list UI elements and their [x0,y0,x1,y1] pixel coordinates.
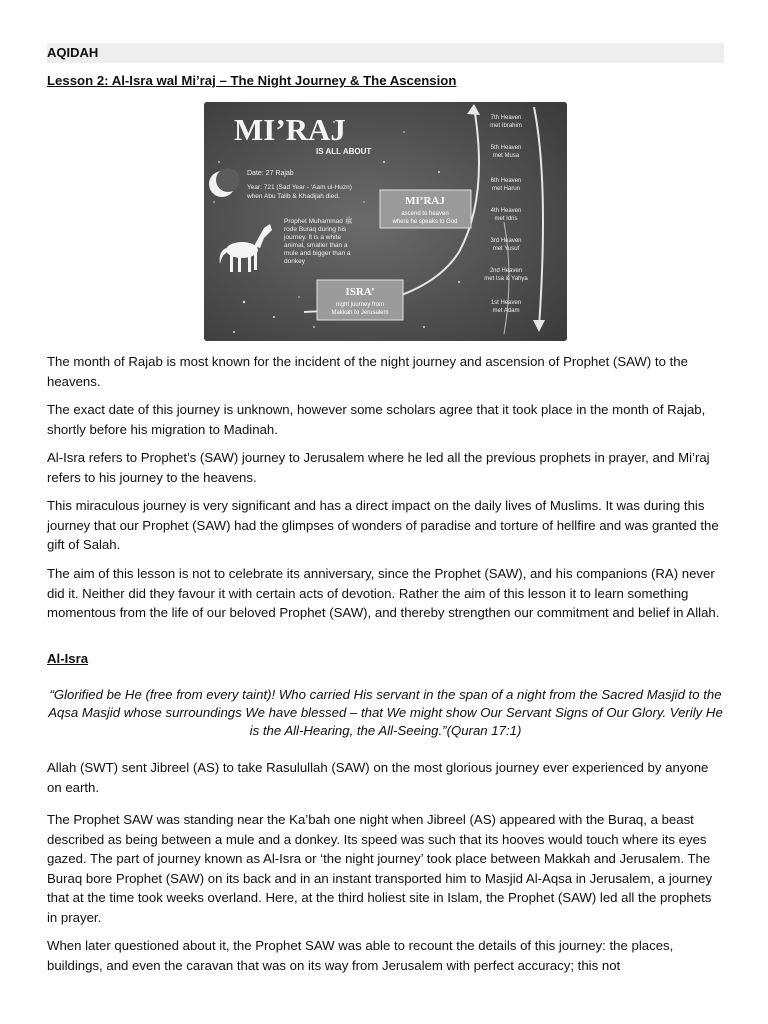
intro-paragraph: The month of Rajab is most known for the incident of the night journey and ascension of Prophet (SAW) to the heavens. [47,354,688,389]
heaven-name: 2nd Heaven [489,268,523,274]
heaven-name: 6th Heaven [490,178,522,184]
quran-quote: “Glorified be He (free from every taint)! Who carried His servant in the span of a night from the Sacred Masjid to the Aqsa Masjid whose surroundings We have blessed – that We might show Our Servant Signs of Our Glory. Verily He is the All-Hearing, the All-Seeing.”(Quran 17:1) [48,687,723,738]
svg-text:animal, smaller than a: animal, smaller than a [284,242,348,249]
heaven-prophet: met Harun [491,186,521,192]
subject-bar [47,43,724,63]
heaven-prophet: met Musa [492,153,520,159]
heaven-name: 5th Heaven [490,145,522,151]
heaven-prophet: met Yusuf [492,246,520,252]
isra-paragraph-1: Allah (SWT) sent Jibreel (AS) to take Rasulullah (SAW) on the most glorious journey ever experienced by anyone on earth. [47,760,709,795]
definition-paragraph: Al-Isra refers to Prophet’s (SAW) journey to Jerusalem where he led all the previous prophets in prayer, and Mi’raj refers to his journey to the heavens. [47,450,710,485]
heaven-name: 3rd Heaven [490,238,522,244]
miraj-box [380,190,471,228]
svg-text:mule and bigger than a: mule and bigger than a [284,250,351,257]
isra-paragraph-2: The Prophet SAW was standing near the Ka’bah one night when Jibreel (AS) appeared with the Buraq, a beast described as being between a mule and a donkey. Its speed was such that its hooves would touch where its eyes gazed. The part of journey known as Al-Isra or ‘the night journey’ took place between Makkah and Jerusalem. The Buraq bore Prophet (SAW) on its back and in an instant transported him to Masjid Al-Aqsa in Jerusalem, a journey that at the time took weeks overland. Here, at the third holiest site in Islam, the Prophet (SAW) led all the prophets in prayer. [47,812,713,925]
heaven-prophet: met Adam [492,308,520,314]
section-heading-al-isra: Al-Isra [47,651,89,666]
svg-text:where he speaks to God: where he speaks to God [392,219,458,225]
heaven-name: 1st Heaven [490,300,522,306]
svg-text:MI’RAJ: MI’RAJ [405,195,445,207]
svg-text:donkey: donkey [284,258,305,265]
svg-text:Makkah to Jerusalem: Makkah to Jerusalem [331,310,389,316]
miraj-infographic [204,102,567,341]
heaven-name: 4th Heaven [490,208,522,214]
isra-paragraph-3: When later questioned about it, the Prophet SAW was able to recount the details of this journey: the places, buildings, and even the caravan that was on its way from Jerusalem with perfect accuracy; this not [47,938,674,973]
svg-text:night journey from: night journey from [335,302,385,308]
year-text-line2: when Abu Talib & Khadijah died. [247,193,340,200]
lesson-title: Lesson 2: Al-Isra wal Mi’raj – The Night Journey & The Ascension [47,73,457,88]
aim-paragraph: The aim of this lesson is not to celebrate its anniversary, since the Prophet (SAW), and his companions (RA) never did it. Neither did they favour it with certain acts of devotion. Rather the aim of this lesson it to learn something momentous from the life of our beloved Prophet (SAW), and thereby strengthen our commitment and belief in Allah. [47,566,720,620]
significance-paragraph: This miraculous journey is very significant and has a direct impact on the daily lives of Muslims. It was during this journey that our Prophet (SAW) had the glimpses of wonders of paradise and torture of hellfire and was granted the gift of Salah. [47,498,719,552]
heaven-prophet: met Isa & Yahya [484,276,528,282]
year-text-line1: Year: 721 (Sad Year - ‘Aam ul-Huzn) [247,184,352,191]
heaven-prophet: met Idris [494,216,518,222]
heaven-name: 7th Heaven [490,115,522,121]
date-text: Date: 27 Rajab [247,170,294,177]
svg-text:rode Buraq during his: rode Buraq during his [284,226,347,233]
heaven-prophet: met Ibrahim [490,123,522,129]
svg-text:journey. It is a white: journey. It is a white [284,234,341,241]
infographic-title: MI’RAJ [234,112,346,147]
subject-label: AQIDAH [47,45,99,60]
svg-text:ascend to heaven: ascend to heaven [401,211,449,217]
date-paragraph: The exact date of this journey is unknown, however some scholars agree that it took place in the month of Rajab, shortly before his migration to Madinah. [47,402,706,437]
infographic-subtitle: IS ALL ABOUT [316,147,372,156]
isra-box [317,280,403,320]
svg-text:ISRA’: ISRA’ [345,286,375,298]
svg-text:Prophet Muhammad ﷺ: Prophet Muhammad ﷺ [284,218,353,225]
